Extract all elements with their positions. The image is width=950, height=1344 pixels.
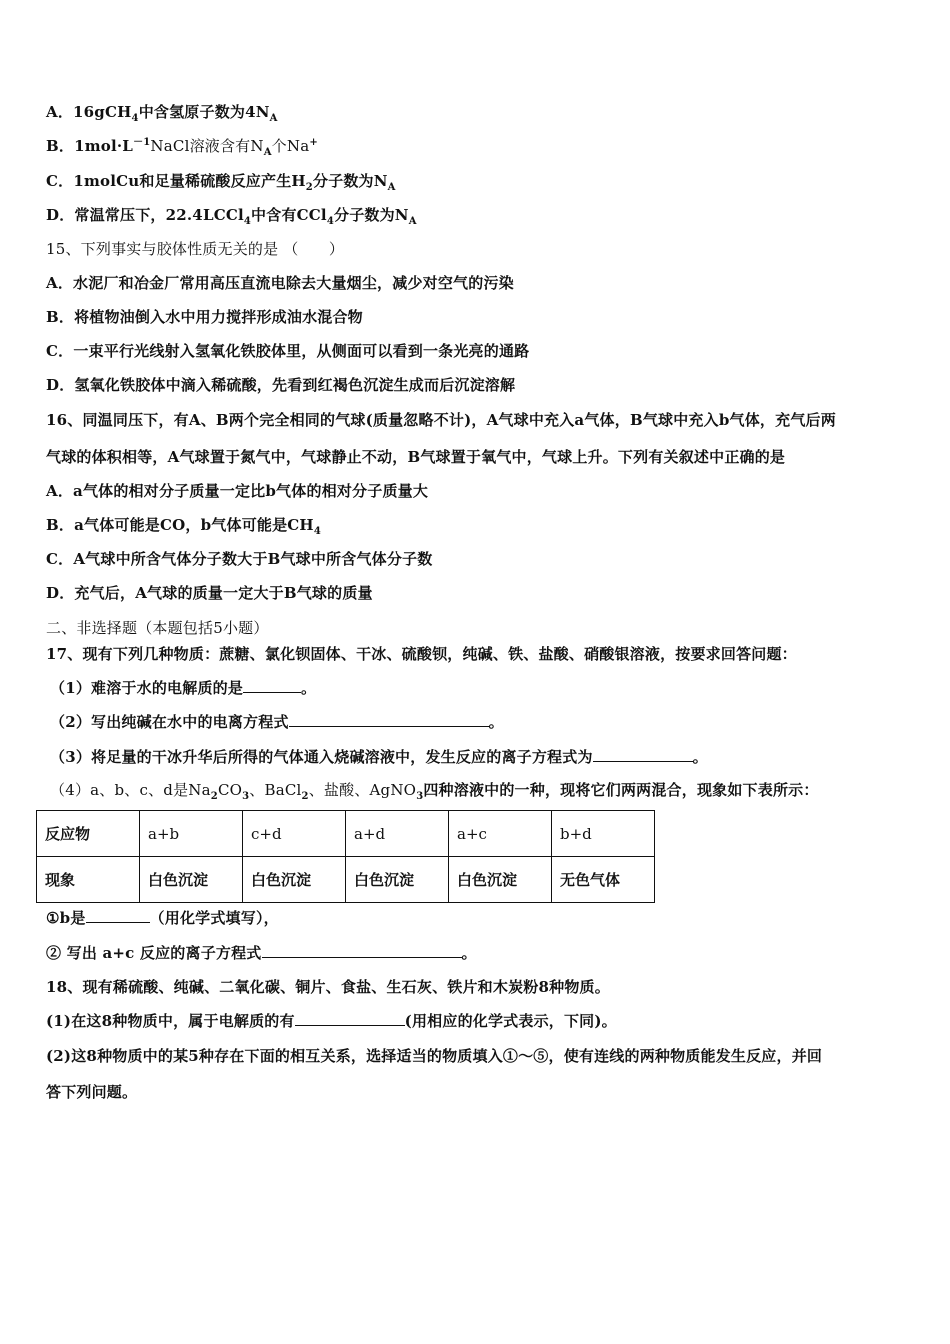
q18-part1: (1)在这8种物质中，属于电解质的有 (用相应的化学式表示，下同)。 [46,1012,617,1030]
table-row [37,857,655,903]
q16-option-a: A．a气体的相对分子质量一定比b气体的相对分子质量大 [46,482,429,500]
q15-option-d: D．氢氧化铁胶体中滴入稀硫酸，先看到红褐色沉淀生成而后沉淀溶解 [46,376,516,394]
section-heading: 二、非选择题（本题包括5小题） [46,619,269,637]
table-cell: b+d [552,811,655,857]
q18-part2-line1: (2)这8种物质中的某5种存在下面的相互关系，选择适当的物质填入①～⑤，使有连线的两种物质能发生反应，并回 [46,1047,823,1065]
reaction-table [36,810,655,903]
q16-option-c: C．A气球中所含气体分子数大于B气球中所含气体分子数 [46,550,433,568]
table-cell: 白色沉淀 [346,857,449,903]
answer-blank[interactable] [262,943,462,958]
table-cell: a+c [449,811,552,857]
q18-part2-line2: 答下列问题。 [46,1083,138,1101]
q16-option-d: D．充气后，A气球的质量一定大于B气球的质量 [46,584,373,602]
q18-stem: 18、现有稀硫酸、纯碱、二氧化碳、铜片、食盐、生石灰、铁片和木炭粉8种物质。 [46,978,610,996]
table-cell: 白色沉淀 [243,857,346,903]
table-cell: 现象 [37,857,140,903]
q17-sub1: ①b是 （用化学式填写）， [46,909,279,927]
q17-part3: （3）将足量的干冰升华后所得的气体通入烧碱溶液中，发生反应的离子方程式为 。 [50,748,708,766]
table-cell: 无色气体 [552,857,655,903]
table-row [37,811,655,857]
q17-stem: 17、现有下列几种物质：蔗糖、氯化钡固体、干冰、硫酸钡，纯碱、铁、盐酸、硝酸银溶液，按要求回答问题： [46,645,797,663]
answer-blank[interactable] [86,908,150,923]
q14-option-c: C．1molCu和足量稀硫酸反应产生$H_2$分子数为$N_A$ [46,172,396,193]
answer-blank[interactable] [243,678,301,693]
table-cell: 白色沉淀 [140,857,243,903]
q17-part2: （2）写出纯碱在水中的电离方程式 。 [50,713,504,731]
q14-option-b: B．$1mol\cdot L^{-1}NaCl$溶液含有$N_A$个Na+ [46,137,318,158]
q17-sub2: ② 写出 a+c 反应的离子方程式 。 [46,944,477,962]
q16-stem-line2: 气球的体积相等，A气球置于氮气中，气球静止不动，B气球置于氧气中，气球上升。下列有关叙述中正确的是 [46,448,786,466]
q17-part4: （4）a、b、c、d是$Na_2CO_3$、BaCl$_2$、盐酸、AgNO$_3$四种溶液中的一种，现将它们两两混合，现象如下表所示： [50,781,819,802]
q15-option-a: A．水泥厂和冶金厂常用高压直流电除去大量烟尘，减少对空气的污染 [46,274,514,292]
table-cell: a+b [140,811,243,857]
table-cell: a+d [346,811,449,857]
q15-option-c: C．一束平行光线射入氢氧化铁胶体里，从侧面可以看到一条光亮的通路 [46,342,530,360]
q16-option-b: B．a气体可能是CO，b气体可能是$CH_4$ [46,516,321,537]
q15-stem: 15、下列事实与胶体性质无关的是 （ ） [46,240,345,258]
q14-option-a: A．16gCH$_4$中含氢原子数为$4N_A$ [46,103,278,124]
q14-option-d: D．常温常压下，22.4LCCl$_4$中含有CCl$_4$分子数为$N_A$ [46,206,417,227]
q16-stem-line1: 16、同温同压下，有A、B两个完全相同的气球(质量忽略不计)，A气球中充入a气体，B气球中充入b气体，充气后两 [46,411,836,429]
table-cell: c+d [243,811,346,857]
answer-blank[interactable] [295,1011,405,1026]
table-cell: 白色沉淀 [449,857,552,903]
q17-part1: （1）难溶于水的电解质的是 。 [50,679,317,697]
answer-blank[interactable] [289,712,489,727]
table-cell: 反应物 [37,811,140,857]
answer-blank[interactable] [593,747,693,762]
q15-option-b: B．将植物油倒入水中用力搅拌形成油水混合物 [46,308,363,326]
